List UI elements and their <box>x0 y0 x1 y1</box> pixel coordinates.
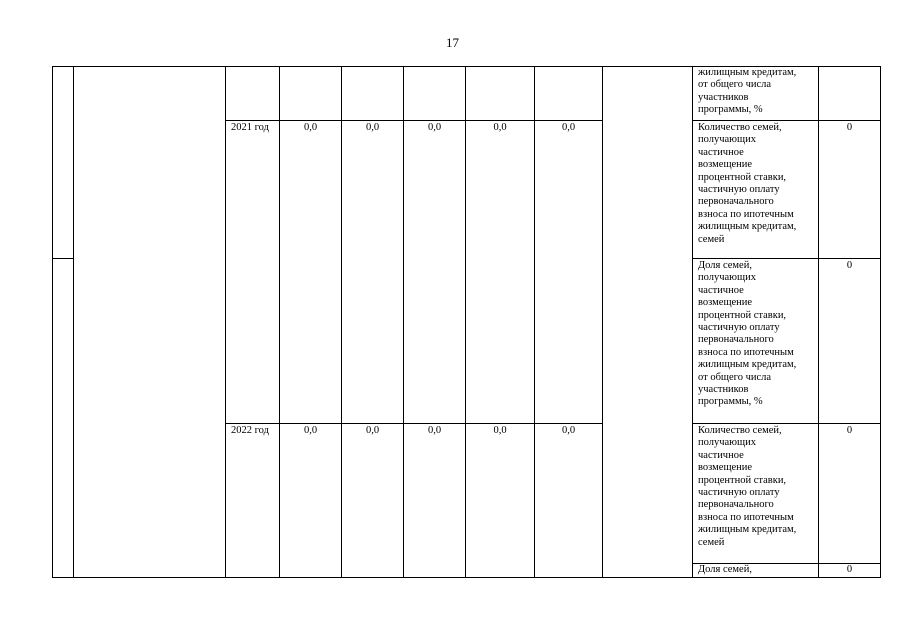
year-cell: 2022 год <box>231 425 269 436</box>
year-cell: 2021 год <box>231 122 269 133</box>
col-sep-value-1 <box>341 66 342 578</box>
value-cell: 0,0 <box>365 425 380 436</box>
table-border-left <box>52 66 53 578</box>
value-cell: 0,0 <box>561 425 576 436</box>
col-sep-value-2 <box>403 66 404 578</box>
table-border-right <box>880 66 881 578</box>
col-sep-value-4 <box>534 66 535 578</box>
value-cell: 0,0 <box>365 122 380 133</box>
target-cell: 0 <box>846 122 853 133</box>
col-sep-name <box>225 66 226 578</box>
indicator-cell: Доля семей, получающих частичное возмещение процентной ставки, частичную оплату первоначального взноса по ипотечным жилищным кредитам, от общего числа участников программы, % <box>698 260 797 408</box>
row-sep-year-2021 <box>225 120 603 121</box>
value-cell: 0,0 <box>303 425 318 436</box>
row-sep-indicator-1 <box>692 120 881 121</box>
indicator-cell: жилищным кредитам, от общего числа участников программы, % <box>698 67 797 116</box>
target-cell: 0 <box>846 564 853 575</box>
value-cell: 0,0 <box>303 122 318 133</box>
row-sep-number <box>52 258 74 259</box>
target-cell: 0 <box>846 260 853 271</box>
row-sep-year-2022 <box>225 423 603 424</box>
row-sep-indicator-3 <box>692 423 881 424</box>
indicator-cell: Количество семей, получающих частичное возмещение процентной ставки, частичную оплату первоначального взноса по ипотечным жилищным кредитам, семей <box>698 425 797 548</box>
row-sep-indicator-2 <box>692 258 881 259</box>
col-sep-value-5 <box>602 66 603 578</box>
col-sep-number <box>73 66 74 578</box>
indicator-cell: Доля семей, <box>698 564 752 575</box>
indicator-cell: Количество семей, получающих частичное возмещение процентной ставки, частичную оплату первоначального взноса по ипотечным жилищным кредитам, семей <box>698 122 797 245</box>
value-cell: 0,0 <box>493 122 507 133</box>
col-sep-year <box>279 66 280 578</box>
target-cell: 0 <box>846 425 853 436</box>
col-sep-value-3 <box>465 66 466 578</box>
page-number: 17 <box>446 35 459 50</box>
value-cell: 0,0 <box>427 122 442 133</box>
value-cell: 0,0 <box>493 425 507 436</box>
value-cell: 0,0 <box>427 425 442 436</box>
value-cell: 0,0 <box>561 122 576 133</box>
table-border-bottom <box>52 577 881 578</box>
